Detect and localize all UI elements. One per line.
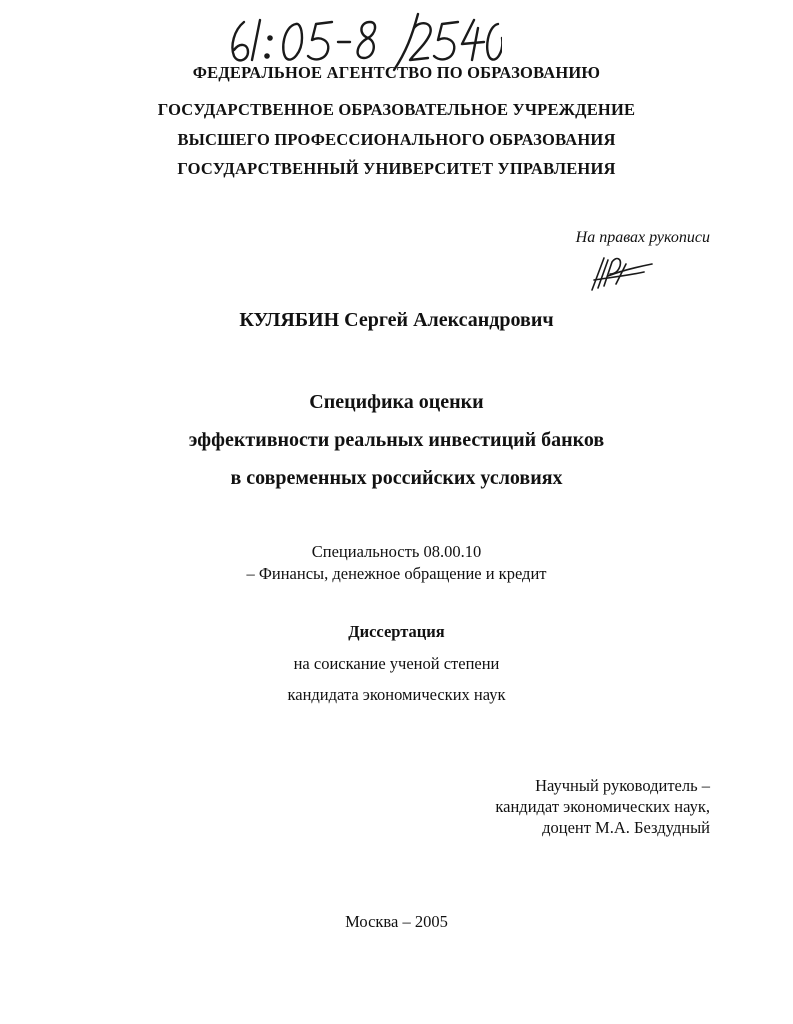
advisor-degree: кандидат экономических наук, [495,797,710,816]
place-and-year: Москва – 2005 [345,912,448,931]
work-type-label: Диссертация [348,622,445,641]
specialty-name: – Финансы, денежное обращение и кредит [246,564,547,583]
author-name [0,309,793,332]
title-line-1: Специфика оценки [309,391,484,413]
header-line-agency: ФЕДЕРАЛЬНОЕ АГЕНТСТВО ПО ОБРАЗОВАНИЮ [192,63,601,82]
advisor-role: Научный руководитель – [535,776,710,795]
author-surname: КУЛЯБИН [239,309,340,331]
title-line-2: эффективности реальных инвестиций банков [188,429,605,451]
specialty-code: Специальность 08.00.10 [311,542,482,561]
signature-icon [586,250,656,294]
header-line-institution-type: ГОСУДАРСТВЕННОЕ ОБРАЗОВАТЕЛЬНОЕ УЧРЕЖДЕНИЕ [157,100,636,119]
degree-line-1: на соискание ученой степени [293,654,500,673]
advisor-name: доцент М.А. Бездудный [542,818,710,837]
manuscript-rights-note: На правах рукописи [575,229,710,246]
author-given-names: Сергей Александрович [344,309,554,331]
header-line-university: ГОСУДАРСТВЕННЫЙ УНИВЕРСИТЕТ УПРАВЛЕНИЯ [177,159,616,178]
header-line-education-level: ВЫСШЕГО ПРОФЕССИОНАЛЬНОГО ОБРАЗОВАНИЯ [177,130,616,149]
degree-line-2: кандидата экономических наук [287,685,506,704]
advisor-block [440,775,710,838]
title-line-3: в современных российских условиях [230,467,563,489]
